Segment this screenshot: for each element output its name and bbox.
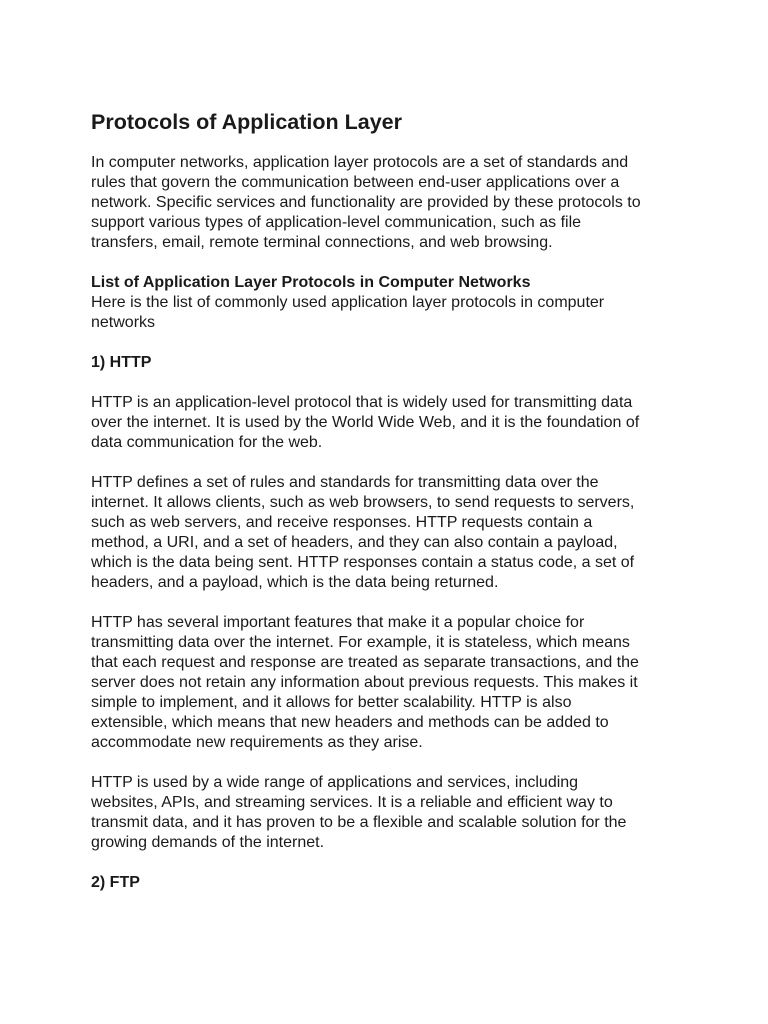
text-line: simple to implement, and it allows for better scalability. HTTP is also — [91, 694, 572, 711]
page-title: Protocols of Application Layer — [91, 110, 402, 134]
text-line: HTTP has several important features that make it a popular choice for — [91, 614, 585, 631]
list-heading: List of Application Layer Protocols in Computer Networks — [91, 274, 531, 291]
text-line: that each request and response are treated as separate transactions, and the — [91, 654, 639, 671]
text-line: headers, and a payload, which is the data being returned. — [91, 574, 499, 591]
text-line: transmitting data over the internet. For example, it is stateless, which means — [91, 634, 630, 651]
text-line: which is the data being sent. HTTP responses contain a status code, a set of — [91, 554, 635, 571]
http-paragraph-2 — [91, 473, 691, 593]
text-line: accommodate new requirements as they arise. — [91, 734, 423, 751]
text-line: method, a URI, and a set of headers, and they can also contain a payload, — [91, 534, 618, 551]
text-line: server does not retain any information about previous requests. This makes it — [91, 674, 638, 691]
text-line: rules that govern the communication between end-user applications over a — [91, 174, 620, 191]
protocol-list-intro — [91, 273, 691, 333]
text-line: extensible, which means that new headers and methods can be added to — [91, 714, 609, 731]
http-paragraph-1 — [91, 393, 691, 453]
text-line: internet. It allows clients, such as web browsers, to send requests to servers, — [91, 494, 635, 511]
text-line: HTTP is used by a wide range of applications and services, including — [91, 774, 579, 791]
text-line: data communication for the web. — [91, 434, 323, 451]
text-line: such as web servers, and receive responses. HTTP requests contain a — [91, 514, 593, 531]
text-line: websites, APIs, and streaming services. It is a reliable and efficient way to — [91, 794, 613, 811]
text-line: transfers, email, remote terminal connections, and web browsing. — [91, 234, 553, 251]
text-line: networks — [91, 314, 156, 331]
section-heading-ftp: 2) FTP — [91, 874, 140, 891]
text-line: growing demands of the internet. — [91, 834, 325, 851]
http-paragraph-3 — [91, 613, 691, 753]
text-line: transmit data, and it has proven to be a flexible and scalable solution for the — [91, 814, 627, 831]
text-line: In computer networks, application layer protocols are a set of standards and — [91, 154, 629, 171]
intro-paragraph — [91, 153, 691, 253]
text-line: over the internet. It is used by the World Wide Web, and it is the foundation of — [91, 414, 640, 431]
text-line: HTTP defines a set of rules and standards for transmitting data over the — [91, 474, 599, 491]
text-line: HTTP is an application-level protocol that is widely used for transmitting data — [91, 394, 633, 411]
text-line: network. Specific services and functionality are provided by these protocols to — [91, 194, 641, 211]
text-line: Here is the list of commonly used application layer protocols in computer — [91, 294, 605, 311]
section-heading-http: 1) HTTP — [91, 354, 152, 371]
http-paragraph-4 — [91, 773, 691, 853]
text-line: support various types of application-level communication, such as file — [91, 214, 582, 231]
